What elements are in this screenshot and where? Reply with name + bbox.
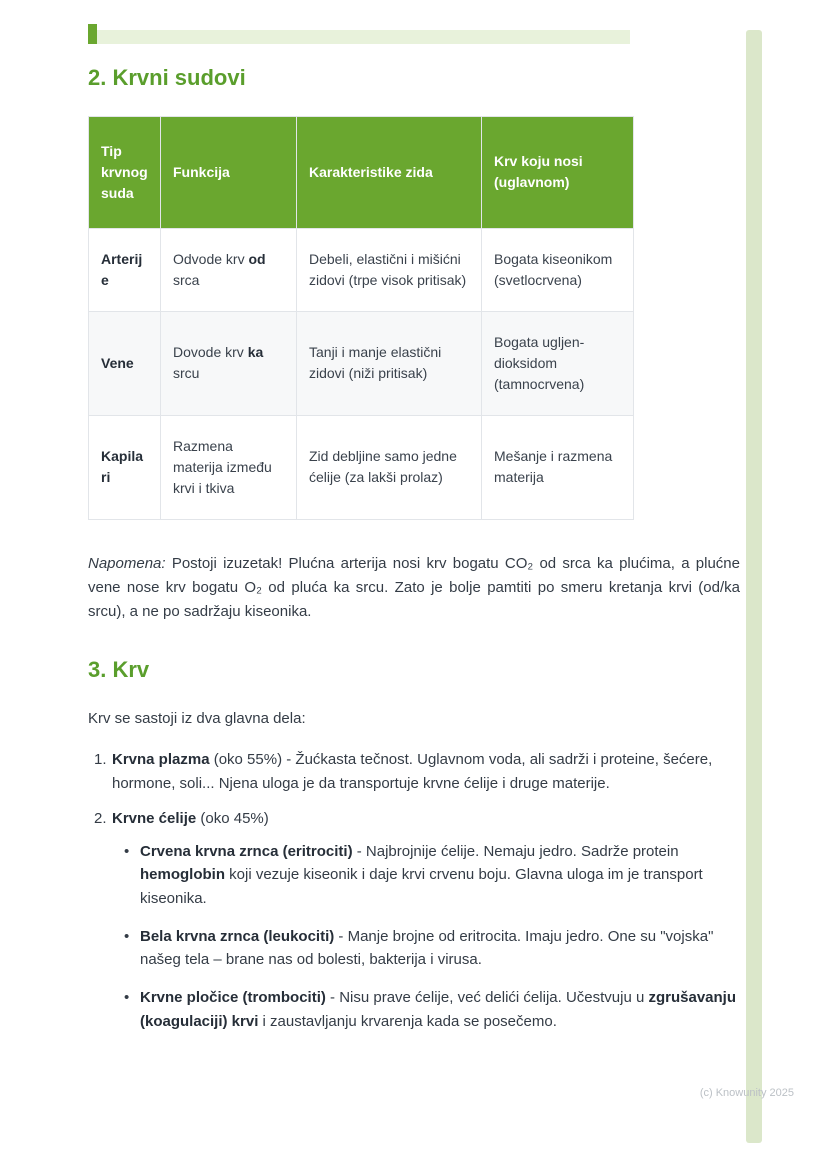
previous-table-row-remnant [97, 30, 630, 44]
table-row [89, 415, 634, 519]
text: Razmena materija između krvi i tkiva [173, 437, 272, 496]
previous-table-edge [88, 24, 97, 44]
table-cell [89, 311, 161, 415]
list-item-text [112, 748, 740, 795]
table-cell [482, 228, 634, 311]
text: (oko 45%) [196, 809, 269, 827]
blood-vessels-table [88, 116, 634, 520]
table-cell [161, 311, 297, 415]
sub-list-item-text [140, 840, 740, 910]
page-edge-band [746, 30, 762, 1143]
text: (oko 55%) - Žućkasta tečnost. Uglavnom voda, ali sadrži i proteine, šećere, hormone, soli... Njena uloga je da transportuje krvne ćelije i druge materije. [112, 751, 713, 792]
list-item-text [112, 807, 740, 1033]
text: - Nisu prave ćelije, već delići ćelija. Učestvuju u [325, 989, 649, 1007]
bold-text: Bela krvna zrnca (leukociti) [140, 927, 335, 945]
bold-text: Krvne pločice (trombociti) [140, 989, 326, 1007]
text: Zid debljine samo jedne ćelije (za lakši prolaz) [309, 448, 457, 485]
sub-list-item-text [140, 925, 740, 972]
text: Bogata ugljen-dioksidom (tamnocrvena) [494, 333, 585, 392]
list-item [94, 748, 740, 795]
text: srcu [173, 365, 200, 381]
intro-paragraph: Krv se sastoji iz dva glavna dela: [88, 710, 306, 727]
bold-text: Arterije [101, 250, 143, 288]
bold-text: zgrušavanju (koagulaciji) krvi [140, 989, 737, 1030]
table-header-cell: Funkcija [161, 116, 297, 228]
bullet-icon: • [124, 927, 130, 945]
table-cell [297, 311, 482, 415]
bullet-icon: • [124, 843, 130, 860]
text: srca [173, 271, 200, 288]
sub-list-item [124, 840, 740, 910]
text: Postoji izuzetak! Plućna arterija nosi krv bogatu CO₂ od srca ka plućima, a plućne vene nose krv bogatu O₂ od pluća ka srcu. Zato je bolje pamtiti po smeru kretanja krvi (od/ka srcu), a ne po sadržaju kiseonika. [88, 554, 740, 620]
table-cell [161, 228, 297, 311]
italic-text: Napomena: [88, 554, 166, 572]
list-number-marker: 1. [94, 751, 107, 769]
section-3-title: 3. Krv [88, 656, 150, 682]
note-paragraph [88, 552, 740, 624]
blood-components-list [88, 748, 740, 1033]
table-cell [482, 415, 634, 519]
table-header-cell: Tip krvnog suda [89, 116, 161, 228]
document-content [88, 64, 740, 1045]
text: i zaustavljanju krvarenja kada se posečemo. [258, 1012, 557, 1030]
bullet-icon: • [124, 989, 130, 1007]
bold-text: Krvne ćelije [112, 809, 197, 827]
table-cell [161, 415, 297, 519]
sub-list [112, 840, 740, 1033]
table-head [89, 116, 634, 228]
table-cell [297, 415, 482, 519]
text: - Manje brojne od eritrocita. Imaju jedro. One su "vojska" našeg tela – brane nas od bolesti, bakterija i virusa. [140, 927, 714, 968]
table-cell [89, 228, 161, 311]
bold-text: Kapilari [101, 448, 144, 485]
bold-text: ka [247, 344, 264, 360]
section-2-title: 2. Krvni sudovi [88, 65, 246, 90]
sub-list-item-text [140, 986, 740, 1033]
bold-text: Crvena krvna zrnca (eritrociti) [140, 843, 353, 860]
table-body [89, 228, 634, 519]
sub-list-item [124, 986, 740, 1033]
text: Tanji i manje elastični zidovi (niži pritisak) [309, 344, 442, 381]
table-cell [297, 228, 482, 311]
text: Dovode krv [173, 344, 248, 360]
table-cell [89, 415, 161, 519]
table-header-row [89, 116, 634, 228]
table-header-cell: Karakteristike zida [297, 116, 482, 228]
bold-text: hemoglobin [140, 866, 225, 884]
text: Bogata kiseonikom (svetlocrvena) [494, 250, 613, 288]
list-item [94, 807, 740, 1033]
sub-list-item [124, 925, 740, 972]
table-cell [482, 311, 634, 415]
bold-text: Vene [101, 354, 134, 371]
table-row [89, 228, 634, 311]
bold-text: Krvna plazma [112, 751, 210, 769]
text: Odvode krv [173, 250, 249, 267]
text: koji vezuje kiseonik i daje krvi crvenu boju. Glavna uloga im je transport kiseonika. [140, 866, 703, 907]
text: - Najbrojnije ćelije. Nemaju jedro. Sadrže protein [352, 843, 679, 860]
text: Mešanje i razmena materija [494, 448, 613, 485]
text: Debeli, elastični i mišićni zidovi (trpe visok pritisak) [309, 250, 467, 288]
watermark: (c) Knowunity 2025 [699, 1087, 794, 1099]
table-header-cell: Krv koju nosi (uglavnom) [482, 116, 634, 228]
list-number-marker: 2. [94, 809, 107, 827]
table-row [89, 311, 634, 415]
bold-text: od [248, 250, 266, 267]
